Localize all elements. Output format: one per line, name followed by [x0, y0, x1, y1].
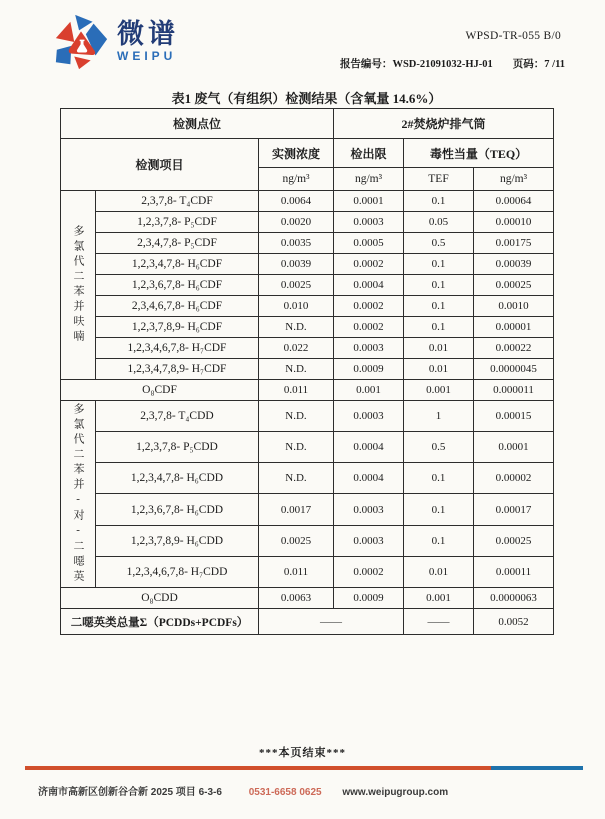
- table-row: [61, 359, 554, 380]
- detection-limit-cell: 0.0004: [334, 275, 404, 296]
- compound-name-cell: 1,2,3,7,8- P₅CDD: [96, 432, 259, 463]
- detection-limit-cell: 0.0003: [334, 525, 404, 556]
- teq-value-cell: 0.00022: [474, 338, 554, 359]
- detection-limit-cell: 0.0002: [334, 296, 404, 317]
- company-website: www.weipugroup.com: [342, 787, 449, 798]
- results-tbody: [61, 191, 554, 635]
- measured-value-cell: 0.0025: [259, 275, 334, 296]
- compound-name-cell: 1,2,3,4,7,8- H₆CDF: [96, 254, 259, 275]
- tef-value-cell: 0.1: [404, 463, 474, 494]
- tef-value-cell: 0.1: [404, 275, 474, 296]
- measured-value-cell: 0.0039: [259, 254, 334, 275]
- measured-value-cell: 0.0035: [259, 233, 334, 254]
- point-label-cell: 检测点位: [61, 109, 334, 139]
- point-value-cell: 2#焚烧炉排气筒: [334, 109, 554, 139]
- compound-name-cell: 1,2,3,4,6,7,8- H₇CDF: [96, 338, 259, 359]
- doc-code: WPSD-TR-055 B/0: [465, 30, 561, 42]
- logo-en-text: WEIPU: [117, 49, 177, 63]
- compound-name-cell: 1,2,3,4,7,8,9- H₇CDF: [96, 359, 259, 380]
- detection-limit-cell: 0.0005: [334, 233, 404, 254]
- tef-value-cell: 0.1: [404, 296, 474, 317]
- table-row: [61, 401, 554, 432]
- compound-name-cell: 2,3,7,8- T₄CDD: [96, 401, 259, 432]
- results-table: [60, 108, 554, 635]
- detection-limit-cell: 0.001: [334, 380, 404, 401]
- compound-name-cell: O₈CDD: [61, 588, 259, 609]
- measured-value-cell: 0.011: [259, 380, 334, 401]
- compound-name-cell: 1,2,3,4,6,7,8- H₇CDD: [96, 556, 259, 587]
- detection-limit-cell: 0.0001: [334, 191, 404, 212]
- measured-unit-cell: ng/m³: [259, 168, 334, 191]
- header-row-columns: [61, 139, 554, 168]
- measured-value-cell: N.D.: [259, 401, 334, 432]
- tef-value-cell: 0.01: [404, 338, 474, 359]
- tef-value-cell: 0.1: [404, 525, 474, 556]
- table-row: [61, 233, 554, 254]
- report-meta-line: [340, 56, 565, 71]
- detection-limit-cell: 0.0003: [334, 338, 404, 359]
- group-label-text: 多氯代二苯并-对-二噁英: [72, 403, 85, 585]
- header-row-point: [61, 109, 554, 139]
- measured-value-cell: 0.0064: [259, 191, 334, 212]
- teq-value-cell: 0.00002: [474, 463, 554, 494]
- teq-value-cell: 0.00039: [474, 254, 554, 275]
- total-measured-limit-cell: ——: [259, 609, 404, 635]
- measured-value-cell: 0.011: [259, 556, 334, 587]
- table-row: [61, 494, 554, 525]
- tef-value-cell: 1: [404, 401, 474, 432]
- tef-value-cell: 0.1: [404, 191, 474, 212]
- detection-limit-cell: 0.0002: [334, 556, 404, 587]
- teq-value-cell: 0.00001: [474, 317, 554, 338]
- limit-unit-cell: ng/m³: [334, 168, 404, 191]
- teq-value-cell: 0.00025: [474, 525, 554, 556]
- teq-value-cell: 0.0000063: [474, 588, 554, 609]
- detection-limit-cell: 0.0002: [334, 317, 404, 338]
- table-title: 表1 废气（有组织）检测结果（含氧量 14.6%）: [171, 91, 442, 106]
- teq-header-cell: 毒性当量（TEQ）: [404, 139, 554, 168]
- table-row: [61, 525, 554, 556]
- report-no-label: 报告编号：: [339, 59, 393, 70]
- table-row: [61, 317, 554, 338]
- tef-value-cell: 0.05: [404, 212, 474, 233]
- measured-value-cell: 0.0025: [259, 525, 334, 556]
- logo-cn-text: 微谱: [117, 19, 179, 49]
- teq-value-cell: 0.0010: [474, 296, 554, 317]
- measured-value-cell: N.D.: [259, 432, 334, 463]
- tef-value-cell: 0.5: [404, 233, 474, 254]
- total-tef-cell: ——: [404, 609, 474, 635]
- page-label: 页码：: [512, 59, 545, 70]
- measured-value-cell: 0.022: [259, 338, 334, 359]
- teq-value-cell: 0.00064: [474, 191, 554, 212]
- footer-rule: [25, 766, 583, 770]
- tef-value-cell: 0.001: [404, 588, 474, 609]
- measured-value-cell: 0.0020: [259, 212, 334, 233]
- table-row: [61, 556, 554, 587]
- detection-limit-cell: 0.0004: [334, 432, 404, 463]
- table-row: [61, 254, 554, 275]
- tef-value-cell: 0.1: [404, 494, 474, 525]
- compound-name-cell: 2,3,4,7,8- P₅CDF: [96, 233, 259, 254]
- teq-value-cell: 0.00015: [474, 401, 554, 432]
- detection-limit-cell: 0.0002: [334, 254, 404, 275]
- measured-header-cell: 实测浓度: [259, 139, 334, 168]
- group-label-text: 多氯代二苯并呋喃: [72, 225, 85, 345]
- logo-text: [117, 21, 179, 63]
- tef-header-cell: TEF: [404, 168, 474, 191]
- table-row: [61, 275, 554, 296]
- teq-value-cell: 0.0001: [474, 432, 554, 463]
- footer-info: [38, 783, 448, 798]
- teq-value-cell: 0.0000045: [474, 359, 554, 380]
- total-label-cell: 二噁英类总量Σ（PCDDs+PCDFs）: [61, 609, 259, 635]
- detection-limit-cell: 0.0003: [334, 212, 404, 233]
- report-no: WSD-21091032-HJ-01: [392, 59, 493, 70]
- teq-value-cell: 0.00011: [474, 556, 554, 587]
- table-row: [61, 463, 554, 494]
- footer-rule-red-segment: [25, 766, 491, 770]
- table-row: [61, 588, 554, 609]
- table-row: [61, 338, 554, 359]
- compound-name-cell: 1,2,3,7,8,9- H₆CDD: [96, 525, 259, 556]
- teq-unit-cell: ng/m³: [474, 168, 554, 191]
- group-label-cell: [61, 191, 96, 380]
- group-label-cell: [61, 401, 96, 588]
- teq-value-cell: 0.00025: [474, 275, 554, 296]
- measured-value-cell: N.D.: [259, 463, 334, 494]
- table-row: [61, 380, 554, 401]
- compound-name-cell: 2,3,4,6,7,8- H₆CDF: [96, 296, 259, 317]
- measured-value-cell: N.D.: [259, 359, 334, 380]
- detection-limit-cell: 0.0009: [334, 359, 404, 380]
- tef-value-cell: 0.5: [404, 432, 474, 463]
- compound-name-cell: 1,2,3,7,8,9- H₆CDF: [96, 317, 259, 338]
- total-teq-cell: 0.0052: [474, 609, 554, 635]
- table-row: [61, 212, 554, 233]
- detection-limit-cell: 0.0003: [334, 494, 404, 525]
- table-row: [61, 191, 554, 212]
- company-phone: 0531-6658 0625: [248, 787, 322, 798]
- compound-name-cell: 2,3,7,8- T₄CDF: [96, 191, 259, 212]
- tef-value-cell: 0.01: [404, 359, 474, 380]
- tef-value-cell: 0.1: [404, 254, 474, 275]
- measured-value-cell: 0.010: [259, 296, 334, 317]
- measured-value-cell: 0.0017: [259, 494, 334, 525]
- footer-rule-blue-segment: [491, 766, 583, 770]
- teq-value-cell: 0.000011: [474, 380, 554, 401]
- tef-value-cell: 0.01: [404, 556, 474, 587]
- teq-value-cell: 0.00017: [474, 494, 554, 525]
- company-address: 济南市高新区创新谷合新 2025 项目 6-3-6: [38, 787, 222, 798]
- compound-name-cell: 1,2,3,6,7,8- H₆CDD: [96, 494, 259, 525]
- page-number: 7 /11: [544, 59, 565, 70]
- detection-limit-cell: 0.0004: [334, 463, 404, 494]
- compound-name-cell: 1,2,3,7,8- P₅CDF: [96, 212, 259, 233]
- tef-value-cell: 0.1: [404, 317, 474, 338]
- limit-header-cell: 检出限: [334, 139, 404, 168]
- compound-name-cell: 1,2,3,4,7,8- H₆CDD: [96, 463, 259, 494]
- teq-value-cell: 0.00175: [474, 233, 554, 254]
- compound-name-cell: 1,2,3,6,7,8- H₆CDF: [96, 275, 259, 296]
- measured-value-cell: N.D.: [259, 317, 334, 338]
- measured-value-cell: 0.0063: [259, 588, 334, 609]
- item-label-cell: 检测项目: [61, 139, 259, 191]
- compound-name-cell: O₈CDF: [61, 380, 259, 401]
- detection-limit-cell: 0.0009: [334, 588, 404, 609]
- teq-value-cell: 0.00010: [474, 212, 554, 233]
- table-row: [61, 296, 554, 317]
- end-of-page-note: ***本页结束***: [259, 747, 346, 759]
- table-row: [61, 432, 554, 463]
- detection-limit-cell: 0.0003: [334, 401, 404, 432]
- table-row: [61, 609, 554, 635]
- tef-value-cell: 0.001: [404, 380, 474, 401]
- weipu-logo: [52, 13, 179, 71]
- weipu-logo-icon: [52, 13, 110, 71]
